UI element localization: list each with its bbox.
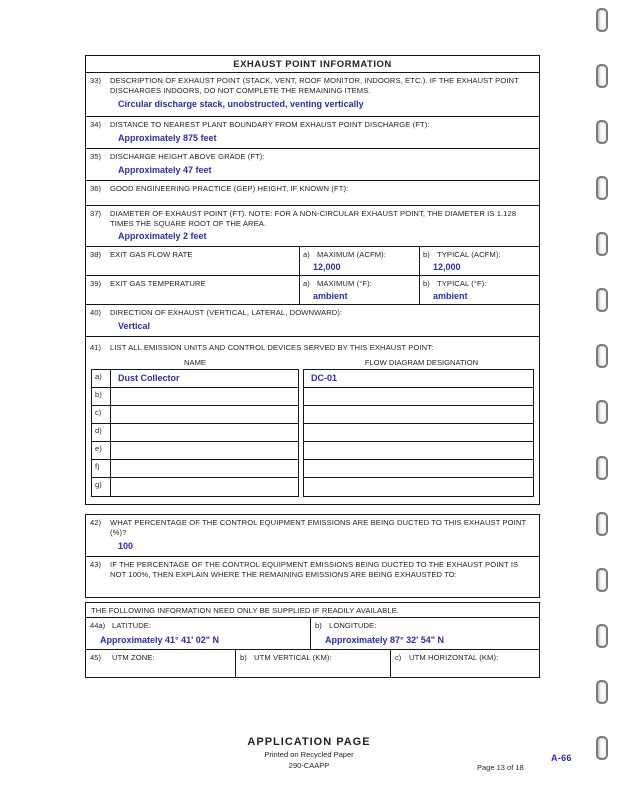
item-40-label: DIRECTION OF EXHAUST (VERTICAL, LATERAL, DOWNWARD): [110, 308, 343, 318]
item-45b-utm-vertical [236, 650, 391, 677]
binder-hole [596, 120, 608, 144]
row-letter: a) [92, 370, 111, 387]
item-43-label: IF THE PERCENTAGE OF THE CONTROL EQUIPMENT EMISSIONS BEING DUCTED TO THE EXHAUST POINT IS NOT 100%, THEN EXPLAIN WHERE THE REMAINING EMISSIONS ARE BEING EXHAUSTED TO: [110, 559, 519, 579]
item-42-label: WHAT PERCENTAGE OF THE CONTROL EQUIPMENT EMISSIONS ARE BEING DUCTED TO THIS EXHAUST POINT (%)? [110, 518, 527, 537]
emission-units-designation-column [303, 369, 534, 497]
table-row [92, 460, 298, 478]
item-35-label: DISCHARGE HEIGHT ABOVE GRADE (FT): [110, 151, 265, 161]
item-39a-value: ambient [313, 291, 348, 302]
item-45c-label: UTM HORIZONTAL (KM): [409, 653, 499, 662]
item-42-number: 42) [90, 518, 101, 527]
form-number: 290-CAAPP [288, 761, 330, 770]
table-row [92, 478, 298, 496]
table-row [304, 388, 533, 406]
item-35-number: 35) [90, 151, 101, 161]
item-44b-label: LONGITUDE: [329, 621, 377, 630]
item-44b-number: b) [315, 621, 322, 630]
binder-hole [596, 680, 608, 704]
item-39 [86, 276, 539, 305]
row-name-value [111, 460, 298, 477]
item-40-number: 40) [90, 308, 101, 318]
item-45c-number: c) [395, 653, 402, 662]
item-39-number: 39) [90, 279, 101, 289]
item-44a-number: 44a) [90, 621, 106, 630]
item-40-answer: Vertical [118, 321, 151, 332]
row-designation-value [304, 442, 533, 459]
binder-hole [596, 624, 608, 648]
table-row [92, 370, 298, 388]
item-33-number: 33) [90, 76, 101, 85]
table-row [304, 406, 533, 424]
table-row [92, 424, 298, 442]
item-45-label: UTM ZONE: [112, 653, 155, 662]
row-name-value: Dust Collector [118, 373, 180, 384]
table-row [92, 406, 298, 424]
row-designation-value [304, 424, 533, 441]
row-letter: e) [92, 442, 111, 459]
binder-hole [596, 568, 608, 592]
item-39b-label: TYPICAL (°F): [437, 279, 487, 289]
item-38 [86, 247, 539, 276]
item-44b-answer: Approximately 87° 32' 54" N [325, 634, 445, 645]
row-name-value [111, 406, 298, 423]
row-name-value [111, 424, 298, 441]
binder-hole [596, 232, 608, 256]
item-39b-letter: b) [423, 279, 430, 289]
item-33 [86, 73, 539, 117]
item-36 [86, 181, 539, 206]
item-43 [86, 557, 539, 598]
item-38b-letter: b) [423, 250, 430, 260]
item-40 [86, 305, 539, 337]
binder-hole [596, 456, 608, 480]
item-37 [86, 206, 539, 248]
item-44a-answer: Approximately 41° 41' 02" N [100, 634, 220, 645]
item-45c-utm-horizontal [391, 650, 539, 677]
table-row [304, 460, 533, 478]
item-37-number: 37) [90, 208, 101, 218]
column-header-name: NAME [184, 358, 206, 368]
column-header-flow-diagram-designation: FLOW DIAGRAM DESIGNATION [364, 358, 479, 368]
item-38a-value: 12,000 [313, 262, 341, 273]
item-44a-label: LATITUDE: [112, 621, 152, 630]
item-41-number: 41) [90, 343, 101, 353]
item-44b-longitude [311, 618, 539, 649]
emission-units-table [91, 369, 534, 497]
document-reference: A-66 [551, 753, 572, 763]
item-34-number: 34) [90, 120, 101, 129]
page-footer [0, 736, 618, 770]
binder-hole [596, 512, 608, 536]
item-45-utm-zone [86, 650, 236, 677]
row-letter: f) [92, 460, 111, 477]
table-row [92, 388, 298, 406]
form-title: EXHAUST POINT INFORMATION [86, 56, 539, 73]
table-row [304, 478, 533, 496]
item-38b-value: 12,000 [433, 262, 461, 273]
item-39a [299, 276, 419, 304]
utm-row [86, 650, 539, 677]
binder-holes [586, 0, 618, 800]
footer-title: APPLICATION PAGE [247, 736, 371, 748]
geographic-info-box [85, 602, 540, 678]
item-39a-label: MAXIMUM (°F): [317, 279, 372, 289]
binder-hole [596, 176, 608, 200]
item-35-answer: Approximately 47 feet [118, 164, 212, 175]
item-34 [86, 117, 539, 149]
item-44a-latitude [86, 618, 311, 649]
row-letter: g) [92, 478, 111, 496]
item-37-answer: Approximately 2 feet [118, 231, 207, 242]
item-36-label: GOOD ENGINEERING PRACTICE (GEP) HEIGHT, IF KNOWN (FT): [110, 183, 349, 193]
row-designation-value [304, 478, 533, 496]
item-35 [86, 149, 539, 181]
item-39a-letter: a) [303, 279, 310, 289]
row-name-value [111, 478, 298, 496]
table-row [304, 370, 533, 388]
page-number: Page 13 of 18 [477, 763, 524, 772]
item-38a-letter: a) [303, 250, 310, 260]
item-42 [86, 515, 539, 557]
item-43-number: 43) [90, 559, 101, 569]
item-38-number: 38) [90, 250, 101, 260]
binder-hole [596, 344, 608, 368]
item-33-answer: Circular discharge stack, unobstructed, venting vertically [118, 98, 364, 109]
row-designation-value [304, 460, 533, 477]
duct-percentage-box [85, 514, 540, 598]
row-name-value [111, 442, 298, 459]
lat-long-row [86, 618, 539, 650]
table-row [304, 424, 533, 442]
item-38a-label: MAXIMUM (ACFM): [317, 250, 386, 260]
item-34-answer: Approximately 875 feet [118, 132, 217, 143]
item-41-table-headers [86, 358, 539, 367]
item-41 [86, 337, 539, 504]
emission-units-name-column [91, 369, 299, 497]
item-38b [419, 247, 539, 275]
table-row [92, 442, 298, 460]
item-41-label: LIST ALL EMISSION UNITS AND CONTROL DEVICES SERVED BY THIS EXHAUST POINT: [110, 343, 434, 353]
binder-hole [596, 8, 608, 32]
row-letter: c) [92, 406, 111, 423]
binder-hole [596, 400, 608, 424]
item-39-main [86, 276, 299, 304]
item-39-label: EXIT GAS TEMPERATURE [110, 279, 206, 289]
item-45b-number: b) [240, 653, 247, 662]
item-38-main [86, 247, 299, 275]
recycled-paper-note: Printed on Recycled Paper [264, 750, 354, 759]
item-38-label: EXIT GAS FLOW RATE [110, 250, 193, 260]
item-37-label: DIAMETER OF EXHAUST POINT (FT). NOTE: FOR A NON-CIRCULAR EXHAUST POINT, THE DIAMETER IS 1.128 TIMES THE SQUARE ROOT OF THE AREA. [110, 208, 517, 228]
item-38a [299, 247, 419, 275]
binder-hole [596, 64, 608, 88]
binder-hole [596, 288, 608, 312]
item-38b-label: TYPICAL (ACFM): [437, 250, 501, 260]
row-designation-value [304, 388, 533, 405]
row-letter: b) [92, 388, 111, 405]
row-designation-value: DC-01 [311, 373, 338, 384]
row-letter: d) [92, 424, 111, 441]
item-39b-value: ambient [433, 291, 468, 302]
table-row [304, 442, 533, 460]
geo-header-note: THE FOLLOWING INFORMATION NEED ONLY BE SUPPLIED IF READILY AVAILABLE. [86, 603, 539, 618]
item-45b-label: UTM VERTICAL (KM): [254, 653, 332, 662]
item-36-number: 36) [90, 183, 101, 193]
row-name-value [111, 388, 298, 405]
exhaust-point-form [85, 55, 540, 505]
item-43-answer [110, 582, 533, 593]
item-42-answer: 100 [118, 540, 134, 551]
item-39b [419, 276, 539, 304]
item-33-label: DESCRIPTION OF EXHAUST POINT (STACK, VENT, ROOF MONITOR, INDOORS, ETC.). IF THE EXHAUST POINT DISCHARGES INDOORS, DO NOT COMPLETE THE REMAINING ITEMS. [110, 76, 519, 95]
row-designation-value [304, 406, 533, 423]
item-45-number: 45) [90, 653, 101, 662]
item-34-label: DISTANCE TO NEAREST PLANT BOUNDARY FROM EXHAUST POINT DISCHARGE (FT): [110, 120, 430, 129]
